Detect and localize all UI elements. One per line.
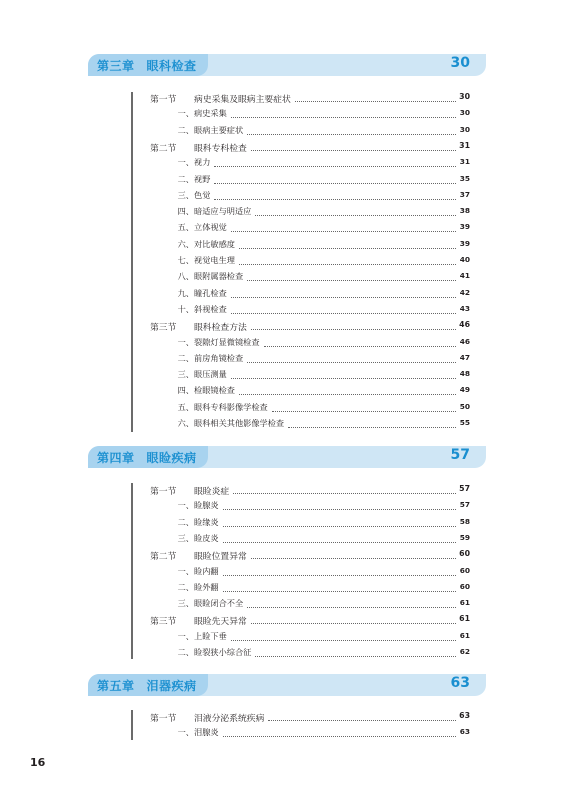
leader-dots bbox=[295, 91, 456, 102]
entry-title: 眼睑位置异常 bbox=[194, 552, 247, 563]
leader-dots bbox=[239, 384, 456, 395]
entry-number: 三、 bbox=[177, 369, 194, 380]
entry-label bbox=[140, 337, 262, 348]
leader-dots bbox=[247, 352, 456, 363]
entry-title: 眼睑闭合不全 bbox=[194, 598, 244, 609]
entry-page: 41 bbox=[459, 271, 470, 281]
entry-label bbox=[140, 500, 221, 511]
entry-label bbox=[140, 549, 249, 562]
chapter-page: 63 bbox=[450, 675, 470, 691]
leader-dots bbox=[272, 401, 456, 412]
chapter-title: 第三章 眼科检查 bbox=[97, 59, 197, 73]
leader-dots bbox=[233, 483, 456, 494]
entry-page: 37 bbox=[459, 189, 470, 199]
toc-item-entry[interactable] bbox=[140, 416, 470, 432]
chapter-bar-4[interactable] bbox=[88, 446, 486, 468]
entry-label bbox=[140, 157, 212, 168]
toc-section-entry[interactable] bbox=[140, 612, 470, 628]
entry-title: 眼科专科影像学检查 bbox=[194, 401, 268, 412]
leader-dots bbox=[231, 368, 456, 379]
leader-dots bbox=[251, 613, 456, 624]
entry-page: 39 bbox=[459, 238, 470, 248]
entry-title: 视野 bbox=[194, 173, 211, 184]
toc-section-entry[interactable] bbox=[140, 139, 470, 155]
entry-number: 一、 bbox=[177, 157, 194, 168]
leader-dots bbox=[247, 597, 456, 608]
entry-label bbox=[140, 727, 221, 738]
entry-number: 二、 bbox=[177, 173, 194, 184]
entry-number: 第二节 bbox=[150, 552, 177, 563]
entry-title: 泪腺炎 bbox=[194, 727, 219, 738]
entry-page: 61 bbox=[459, 598, 470, 608]
entry-label bbox=[140, 222, 229, 233]
leader-dots bbox=[239, 238, 456, 249]
entry-page: 31 bbox=[459, 157, 470, 167]
entry-title: 色觉 bbox=[194, 189, 211, 200]
toc-item-entry[interactable] bbox=[140, 645, 470, 661]
entry-title: 对比敏感度 bbox=[194, 238, 235, 249]
entry-title: 瞳孔检查 bbox=[194, 287, 227, 298]
entry-label bbox=[140, 239, 237, 250]
leader-dots bbox=[247, 270, 456, 281]
entry-number: 四、 bbox=[177, 206, 194, 217]
entry-page: 48 bbox=[459, 369, 470, 379]
entry-number: 九、 bbox=[177, 287, 194, 298]
toc-item-entry[interactable] bbox=[140, 367, 470, 383]
leader-dots bbox=[231, 221, 456, 232]
entry-title: 眼压测量 bbox=[194, 369, 227, 380]
entry-page: 58 bbox=[459, 516, 470, 526]
page-number: 16 bbox=[30, 756, 46, 769]
entry-title: 睑腺炎 bbox=[194, 500, 219, 511]
toc-item-entry[interactable] bbox=[140, 237, 470, 253]
entry-label bbox=[140, 174, 212, 185]
entry-number: 一、 bbox=[177, 727, 194, 738]
toc-item-entry[interactable] bbox=[140, 351, 470, 367]
leader-dots bbox=[214, 156, 456, 167]
entry-page: 57 bbox=[459, 484, 470, 493]
entry-label bbox=[140, 108, 229, 119]
leader-dots bbox=[247, 124, 456, 135]
entry-number: 四、 bbox=[177, 385, 194, 396]
toc-item-entry[interactable] bbox=[140, 596, 470, 612]
entry-label bbox=[140, 711, 266, 724]
toc-item-entry[interactable] bbox=[140, 564, 470, 580]
toc-item-entry[interactable] bbox=[140, 172, 470, 188]
entry-page: 42 bbox=[459, 287, 470, 297]
entry-page: 35 bbox=[459, 173, 470, 183]
leader-dots bbox=[223, 532, 456, 543]
entry-title: 眼病主要症状 bbox=[194, 124, 244, 135]
entry-page: 49 bbox=[459, 385, 470, 395]
entry-page: 46 bbox=[459, 336, 470, 346]
toc-item-entry[interactable] bbox=[140, 383, 470, 399]
toc-item-entry[interactable] bbox=[140, 123, 470, 139]
toc-section-entry[interactable] bbox=[140, 709, 470, 725]
entry-label bbox=[140, 271, 245, 282]
entry-page: 30 bbox=[459, 124, 470, 134]
toc-item-entry[interactable] bbox=[140, 204, 470, 220]
leader-dots bbox=[255, 205, 456, 216]
entry-number: 一、 bbox=[177, 500, 194, 511]
toc-item-entry[interactable] bbox=[140, 286, 470, 302]
entry-number: 第二节 bbox=[150, 143, 177, 154]
chapter-page: 57 bbox=[450, 447, 470, 463]
entry-title: 睑皮炎 bbox=[194, 532, 219, 543]
entry-number: 二、 bbox=[177, 647, 194, 657]
entry-number: 二、 bbox=[177, 516, 194, 527]
leader-dots bbox=[239, 254, 456, 265]
entry-title: 暗适应与明适应 bbox=[194, 206, 252, 217]
leader-dots bbox=[231, 303, 456, 314]
entry-page: 31 bbox=[459, 140, 470, 150]
entry-page: 61 bbox=[459, 630, 470, 640]
entry-page: 60 bbox=[459, 565, 470, 575]
entry-number: 二、 bbox=[177, 352, 194, 363]
toc-section-entry[interactable] bbox=[140, 482, 470, 498]
entry-title: 睑缘炎 bbox=[194, 516, 219, 527]
entry-page: 40 bbox=[459, 255, 470, 264]
toc-item-entry[interactable] bbox=[140, 269, 470, 285]
leader-dots bbox=[223, 565, 456, 576]
toc-item-entry[interactable] bbox=[140, 531, 470, 547]
entry-title: 眼科专科检查 bbox=[194, 143, 247, 154]
toc-section-entry[interactable] bbox=[140, 318, 470, 334]
entry-number: 第三节 bbox=[150, 323, 177, 334]
entry-page: 60 bbox=[459, 549, 470, 559]
entry-number: 一、 bbox=[177, 108, 194, 119]
entry-number: 三、 bbox=[177, 532, 194, 543]
toc-item-entry[interactable] bbox=[140, 253, 470, 269]
entry-number: 第一节 bbox=[150, 714, 177, 724]
entry-label bbox=[140, 631, 229, 642]
toc-item-entry[interactable] bbox=[140, 515, 470, 531]
entry-title: 眼睑先天异常 bbox=[194, 617, 247, 628]
leader-dots bbox=[268, 710, 456, 721]
toc-item-entry[interactable] bbox=[140, 106, 470, 122]
section-divider-line bbox=[131, 92, 133, 432]
entry-title: 睑内翻 bbox=[194, 565, 219, 576]
entry-label bbox=[140, 125, 245, 136]
leader-dots bbox=[251, 140, 456, 151]
leader-dots bbox=[288, 417, 456, 428]
entry-page: 50 bbox=[459, 401, 470, 411]
entry-title: 睑外翻 bbox=[194, 581, 219, 592]
entry-label bbox=[140, 566, 221, 577]
entry-number: 第三节 bbox=[150, 617, 177, 628]
leader-dots bbox=[214, 173, 456, 184]
leader-dots bbox=[255, 646, 456, 657]
chapter-title: 第四章 眼睑疾病 bbox=[97, 451, 197, 465]
entry-number: 三、 bbox=[177, 598, 194, 609]
entry-number: 第一节 bbox=[150, 487, 177, 497]
entry-number: 六、 bbox=[177, 418, 194, 428]
entry-number: 七、 bbox=[177, 255, 194, 265]
toc-item-entry[interactable] bbox=[140, 302, 470, 318]
entry-label bbox=[140, 255, 237, 266]
toc-item-entry[interactable] bbox=[140, 629, 470, 645]
entry-label bbox=[140, 206, 253, 217]
entry-label bbox=[140, 288, 229, 299]
entry-page: 57 bbox=[459, 500, 470, 510]
leader-dots bbox=[223, 726, 456, 737]
entry-title: 睑裂狭小综合征 bbox=[194, 647, 252, 657]
entry-label bbox=[140, 484, 231, 497]
entry-label bbox=[140, 533, 221, 544]
entry-label bbox=[140, 418, 286, 429]
section-divider-line bbox=[131, 483, 133, 659]
leader-dots bbox=[231, 630, 456, 641]
entry-label bbox=[140, 353, 245, 364]
leader-dots bbox=[223, 516, 456, 527]
entry-page: 61 bbox=[459, 614, 470, 624]
entry-title: 裂隙灯显微镜检查 bbox=[194, 336, 260, 347]
entry-title: 上睑下垂 bbox=[194, 630, 227, 641]
entry-title: 斜视检查 bbox=[194, 303, 227, 314]
entry-number: 第一节 bbox=[150, 95, 177, 105]
chapter-bar-5[interactable] bbox=[88, 674, 486, 696]
toc-item-entry[interactable] bbox=[140, 580, 470, 596]
entry-label bbox=[140, 92, 293, 105]
entry-page: 39 bbox=[459, 222, 470, 232]
entry-page: 63 bbox=[459, 711, 470, 720]
entry-page: 30 bbox=[459, 108, 470, 118]
entry-page: 59 bbox=[459, 532, 470, 542]
entry-title: 眼附属器检查 bbox=[194, 271, 244, 282]
leader-dots bbox=[223, 499, 456, 510]
entry-page: 62 bbox=[459, 647, 470, 656]
entry-title: 病史采集 bbox=[194, 108, 227, 119]
entry-title: 视觉电生理 bbox=[194, 255, 235, 265]
entry-page: 38 bbox=[459, 206, 470, 216]
entry-label bbox=[140, 320, 249, 333]
entry-title: 视力 bbox=[194, 157, 211, 168]
entry-title: 眼睑炎症 bbox=[194, 487, 230, 497]
entry-number: 八、 bbox=[177, 271, 194, 282]
toc-section-entry[interactable] bbox=[140, 547, 470, 563]
toc-item-entry[interactable] bbox=[140, 335, 470, 351]
entry-page: 47 bbox=[459, 352, 470, 362]
entry-label bbox=[140, 369, 229, 380]
entry-number: 十、 bbox=[177, 303, 194, 314]
leader-dots bbox=[251, 548, 456, 559]
entry-number: 六、 bbox=[177, 238, 194, 249]
toc-item-entry[interactable] bbox=[140, 725, 470, 741]
entry-page: 43 bbox=[459, 303, 470, 313]
chapter-page: 30 bbox=[450, 55, 470, 71]
entry-page: 55 bbox=[459, 418, 470, 427]
toc-item-entry[interactable] bbox=[140, 498, 470, 514]
leader-dots bbox=[264, 336, 456, 347]
entry-page: 60 bbox=[459, 581, 470, 591]
entry-title: 病史采集及眼病主要症状 bbox=[194, 95, 291, 105]
chapter-title: 第五章 泪器疾病 bbox=[97, 679, 197, 693]
leader-dots bbox=[231, 287, 456, 298]
entry-page: 46 bbox=[459, 320, 470, 330]
entry-title: 眼科相关其他影像学检查 bbox=[194, 418, 285, 428]
entry-label bbox=[140, 614, 249, 627]
section-divider-line bbox=[131, 710, 133, 740]
entry-label bbox=[140, 190, 212, 201]
entry-title: 立体视觉 bbox=[194, 222, 227, 233]
chapter-bar-3[interactable] bbox=[88, 54, 486, 76]
entry-number: 五、 bbox=[177, 401, 194, 412]
toc-item-entry[interactable] bbox=[140, 188, 470, 204]
entry-number: 一、 bbox=[177, 565, 194, 576]
toc-item-entry[interactable] bbox=[140, 220, 470, 236]
entry-page: 63 bbox=[459, 727, 470, 737]
entry-number: 二、 bbox=[177, 581, 194, 592]
leader-dots bbox=[231, 107, 456, 118]
entry-label bbox=[140, 647, 253, 658]
entry-label bbox=[140, 517, 221, 528]
toc-item-entry[interactable] bbox=[140, 155, 470, 171]
leader-dots bbox=[214, 189, 456, 200]
entry-label bbox=[140, 582, 221, 593]
leader-dots bbox=[223, 581, 456, 592]
entry-label bbox=[140, 385, 237, 396]
entry-label bbox=[140, 402, 270, 413]
entry-label bbox=[140, 141, 249, 154]
leader-dots bbox=[251, 319, 456, 330]
entry-title: 前房角镜检查 bbox=[194, 352, 244, 363]
entry-number: 五、 bbox=[177, 222, 194, 233]
entry-title: 泪液分泌系统疾病 bbox=[194, 714, 265, 724]
entry-label bbox=[140, 304, 229, 315]
entry-number: 一、 bbox=[177, 630, 194, 641]
entry-title: 检眼镜检查 bbox=[194, 385, 235, 396]
entry-number: 一、 bbox=[177, 336, 194, 347]
toc-section-entry[interactable] bbox=[140, 90, 470, 106]
entry-label bbox=[140, 598, 245, 609]
entry-page: 30 bbox=[459, 92, 470, 101]
entry-title: 眼科检查方法 bbox=[194, 323, 247, 334]
toc-item-entry[interactable] bbox=[140, 400, 470, 416]
entry-number: 二、 bbox=[177, 124, 194, 135]
entry-number: 三、 bbox=[177, 189, 194, 200]
